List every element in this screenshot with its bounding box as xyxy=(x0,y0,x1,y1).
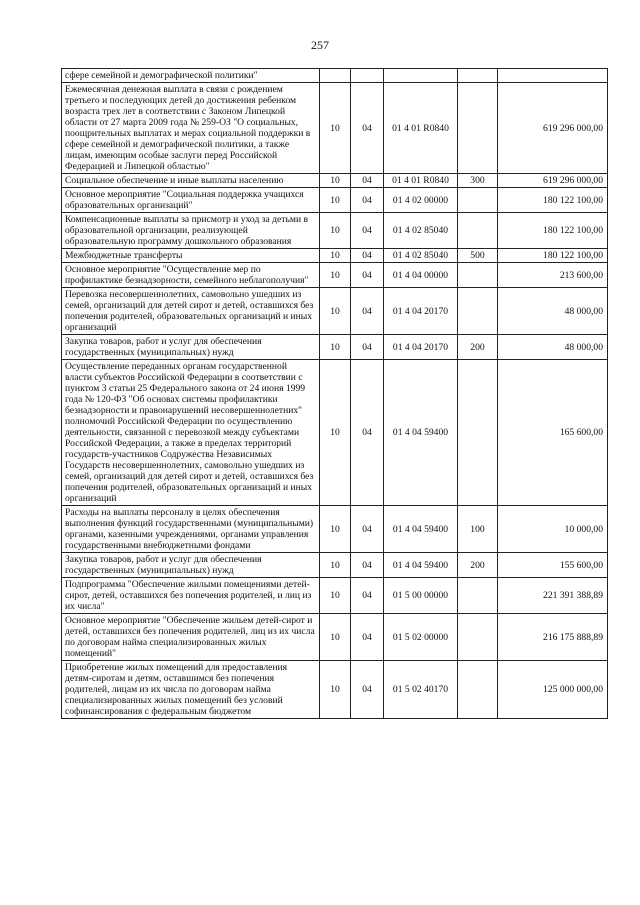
table-row xyxy=(62,263,608,288)
expense-type-cell: 200 xyxy=(458,553,498,578)
expense-type-cell: 100 xyxy=(458,506,498,553)
amount-cell: 165 600,00 xyxy=(498,360,608,506)
amount-cell: 216 175 888,89 xyxy=(498,614,608,661)
table-row xyxy=(62,578,608,614)
target-article-cell xyxy=(384,69,458,83)
expense-name-cell: Осуществление переданных органам государственной власти субъектов Российской Федерации в соответствии с пунктом 3 статьи 25 Федерального закона от 24 июня 1999 года № 120-ФЗ "Об основах системы профилактики безнадзорности и правонарушений несовершеннолетних" полномочий Российской Федерации по осуществлению деятельности, связанной с перевозкой между субъектами Российской Федерации, а также в пределах территорий государств-участников Содружества Независимых Государств несовершеннолетних, самовольно ушедших из семей, организаций для детей сирот и детей, оставшихся без попечения родителей, образовательных организаций и иных организаций xyxy=(62,360,320,506)
amount-cell: 180 122 100,00 xyxy=(498,249,608,263)
target-article-cell: 01 4 01 R0840 xyxy=(384,83,458,174)
amount-cell: 619 296 000,00 xyxy=(498,83,608,174)
section-code-cell: 10 xyxy=(320,288,351,335)
expense-type-cell: 300 xyxy=(458,174,498,188)
expense-name-cell: Подпрограмма "Обеспечение жилыми помещениями детей-сирот, детей, оставшихся без попечения родителей, и лиц из их числа" xyxy=(62,578,320,614)
target-article-cell: 01 4 04 59400 xyxy=(384,506,458,553)
subsection-code-cell: 04 xyxy=(351,553,384,578)
section-code-cell: 10 xyxy=(320,614,351,661)
section-code-cell: 10 xyxy=(320,553,351,578)
expense-type-cell: 500 xyxy=(458,249,498,263)
expense-type-cell xyxy=(458,614,498,661)
expense-name-cell: Социальное обеспечение и иные выплаты населению xyxy=(62,174,320,188)
expense-type-cell xyxy=(458,69,498,83)
table-row xyxy=(62,335,608,360)
target-article-cell: 01 4 01 R0840 xyxy=(384,174,458,188)
target-article-cell: 01 5 00 00000 xyxy=(384,578,458,614)
table-row xyxy=(62,288,608,335)
subsection-code-cell: 04 xyxy=(351,249,384,263)
section-code-cell: 10 xyxy=(320,213,351,249)
subsection-code-cell: 04 xyxy=(351,213,384,249)
expense-name-cell: Межбюджетные трансферты xyxy=(62,249,320,263)
amount-cell: 180 122 100,00 xyxy=(498,188,608,213)
expense-name-cell: Расходы на выплаты персоналу в целях обеспечения выполнения функций государственными (муниципальными) органами, казенными учреждениями, органами управления государственными внебюджетными фондами xyxy=(62,506,320,553)
amount-cell xyxy=(498,69,608,83)
amount-cell: 125 000 000,00 xyxy=(498,661,608,719)
subsection-code-cell: 04 xyxy=(351,360,384,506)
section-code-cell xyxy=(320,69,351,83)
subsection-code-cell: 04 xyxy=(351,578,384,614)
subsection-code-cell: 04 xyxy=(351,614,384,661)
subsection-code-cell: 04 xyxy=(351,263,384,288)
table-row xyxy=(62,506,608,553)
table-row xyxy=(62,661,608,719)
expense-name-cell: Основное мероприятие "Осуществление мер по профилактике безнадзорности, семейного неблагополучия" xyxy=(62,263,320,288)
table-row xyxy=(62,188,608,213)
amount-cell: 10 000,00 xyxy=(498,506,608,553)
target-article-cell: 01 5 02 40170 xyxy=(384,661,458,719)
target-article-cell: 01 4 04 20170 xyxy=(384,288,458,335)
expense-type-cell xyxy=(458,213,498,249)
expense-type-cell xyxy=(458,661,498,719)
table-row xyxy=(62,553,608,578)
table-row xyxy=(62,213,608,249)
target-article-cell: 01 4 02 85040 xyxy=(384,213,458,249)
amount-cell: 48 000,00 xyxy=(498,288,608,335)
target-article-cell: 01 4 02 85040 xyxy=(384,249,458,263)
subsection-code-cell: 04 xyxy=(351,335,384,360)
subsection-code-cell: 04 xyxy=(351,174,384,188)
expense-name-cell: Ежемесячная денежная выплата в связи с рождением третьего и последующих детей до достижения ребенком возраста трех лет в соответствии с Законом Липецкой области от 27 марта 2009 года № 259-ОЗ "О социальных, поощрительных выплатах и мерах социальной поддержки в сфере семейной и демографической политики, а также лицам, имеющим особые заслуги перед Российской Федерацией и Липецкой областью" xyxy=(62,83,320,174)
subsection-code-cell: 04 xyxy=(351,188,384,213)
section-code-cell: 10 xyxy=(320,174,351,188)
expense-type-cell xyxy=(458,360,498,506)
expense-type-cell: 200 xyxy=(458,335,498,360)
target-article-cell: 01 5 02 00000 xyxy=(384,614,458,661)
subsection-code-cell: 04 xyxy=(351,661,384,719)
expense-type-cell xyxy=(458,578,498,614)
table-row xyxy=(62,83,608,174)
amount-cell: 48 000,00 xyxy=(498,335,608,360)
section-code-cell: 10 xyxy=(320,263,351,288)
expense-type-cell xyxy=(458,263,498,288)
subsection-code-cell xyxy=(351,69,384,83)
page-number: 257 xyxy=(311,38,329,52)
subsection-code-cell: 04 xyxy=(351,506,384,553)
expense-name-cell: Перевозка несовершеннолетних, самовольно ушедших из семей, организаций для детей сирот и детей, оставшихся без попечения родителей, образовательных организаций и иных организаций xyxy=(62,288,320,335)
section-code-cell: 10 xyxy=(320,335,351,360)
section-code-cell: 10 xyxy=(320,249,351,263)
table-row xyxy=(62,69,608,83)
expense-name-cell: Основное мероприятие "Социальная поддержка учащихся образовательных организаций" xyxy=(62,188,320,213)
table-row xyxy=(62,174,608,188)
amount-cell: 221 391 388,89 xyxy=(498,578,608,614)
section-code-cell: 10 xyxy=(320,360,351,506)
section-code-cell: 10 xyxy=(320,578,351,614)
amount-cell: 180 122 100,00 xyxy=(498,213,608,249)
section-code-cell: 10 xyxy=(320,83,351,174)
expense-type-cell xyxy=(458,288,498,335)
table-row xyxy=(62,614,608,661)
expense-type-cell xyxy=(458,188,498,213)
expense-name-cell: Компенсационные выплаты за присмотр и уход за детьми в образовательной организации, реализующей образовательную программу дошкольного образования xyxy=(62,213,320,249)
expense-name-cell: Закупка товаров, работ и услуг для обеспечения государственных (муниципальных) нужд xyxy=(62,553,320,578)
amount-cell: 155 600,00 xyxy=(498,553,608,578)
budget-table xyxy=(61,68,608,719)
target-article-cell: 01 4 04 20170 xyxy=(384,335,458,360)
target-article-cell: 01 4 04 59400 xyxy=(384,360,458,506)
expense-name-cell: Основное мероприятие "Обеспечение жильем детей-сирот и детей, оставшихся без попечения родителей, лиц из их числа по договорам найма специализированных жилых помещений" xyxy=(62,614,320,661)
target-article-cell: 01 4 04 59400 xyxy=(384,553,458,578)
subsection-code-cell: 04 xyxy=(351,83,384,174)
expense-name-cell: Закупка товаров, работ и услуг для обеспечения государственных (муниципальных) нужд xyxy=(62,335,320,360)
section-code-cell: 10 xyxy=(320,506,351,553)
expense-name-cell: сфере семейной и демографической политики" xyxy=(62,69,320,83)
expense-type-cell xyxy=(458,83,498,174)
target-article-cell: 01 4 04 00000 xyxy=(384,263,458,288)
table-row xyxy=(62,249,608,263)
amount-cell: 213 600,00 xyxy=(498,263,608,288)
expense-name-cell: Приобретение жилых помещений для предоставления детям-сиротам и детям, оставшимся без попечения родителей, лицам из их числа по договорам найма специализированных жилых помещений без условий софинансирования с федеральным бюджетом xyxy=(62,661,320,719)
table-row xyxy=(62,360,608,506)
section-code-cell: 10 xyxy=(320,661,351,719)
budget-table-body xyxy=(62,69,608,719)
target-article-cell: 01 4 02 00000 xyxy=(384,188,458,213)
amount-cell: 619 296 000,00 xyxy=(498,174,608,188)
section-code-cell: 10 xyxy=(320,188,351,213)
subsection-code-cell: 04 xyxy=(351,288,384,335)
